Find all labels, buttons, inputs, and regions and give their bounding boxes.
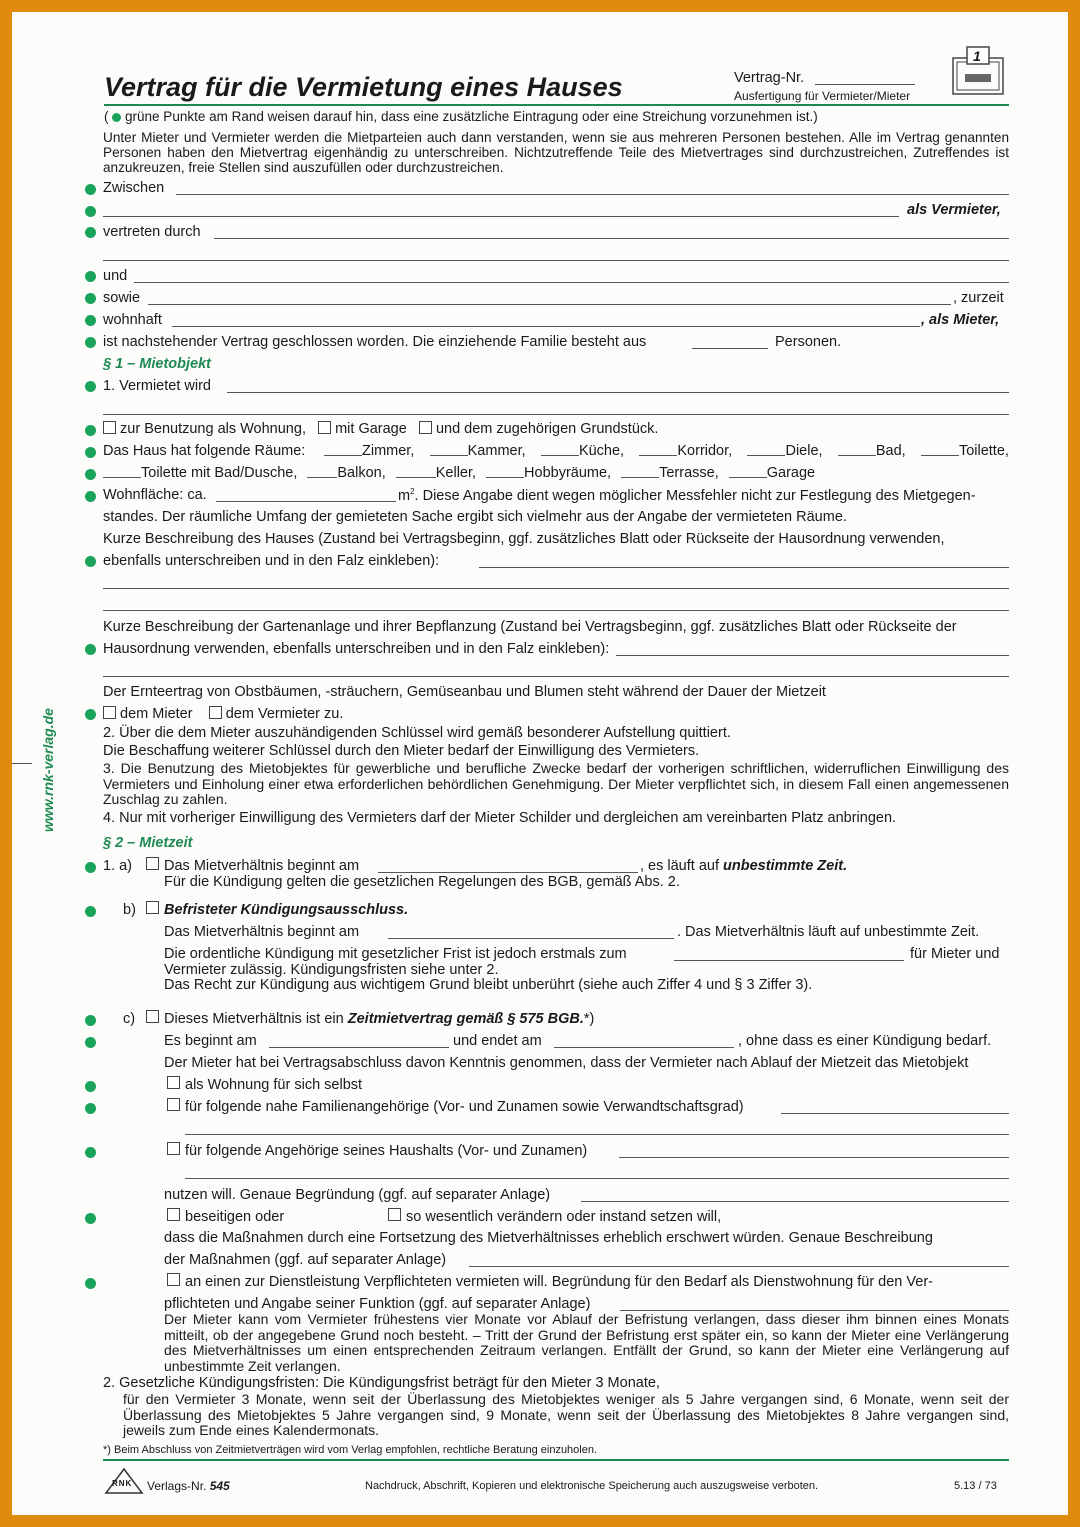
family-checkbox[interactable] [167,1098,180,1111]
option-b-start: Das Mietverhältnis beginnt am [164,924,360,940]
as-landlord-label: als Vermieter, [907,202,1001,218]
use-reason: nutzen will. Genaue Begründung (ggf. auf separater Anlage) [164,1187,551,1203]
option-a-line-2: Für die Kündigung gelten die gesetzlichen Regelungen des BGB, gemäß Abs. 2. [164,874,680,890]
fold-mark [12,763,32,764]
with-garage-checkbox[interactable] [318,421,331,434]
green-dot-icon [85,556,96,567]
commercial-use-text: 3. Die Benutzung des Mietobjektes für gewerbliche und berufliche Zwecke bedarf der vorherigen schriftlichen, widerruflichen Einwilligung des Vermieters und Einholung einer etwa erforderlichen behördlichen Genehmigung. Der Mieter verpflichtet sich, in diesem Fall einen angemessenen Zuschlag zu zahlen. [103,760,1009,807]
edition: 5.13 / 73 [954,1480,997,1492]
room-item: Küche, [541,443,624,459]
room-count-field[interactable] [838,455,876,456]
option-c-ends: und endet am [453,1033,542,1049]
section-2-heading: § 2 – Mietzeit [103,835,193,851]
service-label: an einen zur Dienstleistung Verpflichteten vermieten will. Begründung für den Bedarf als Dienstwohnung für den Ver- [185,1274,933,1290]
garden-desc-2: Hausordnung verwenden, ebenfalls unterschreiben und in den Falz einkleben): [103,641,610,657]
option-a-checkbox[interactable] [146,857,159,870]
room-item: Balkon, [307,465,385,481]
measures-text-2: der Maßnahmen (ggf. auf separater Anlage) [164,1252,447,1268]
concluded-text: ist nachstehender Vertrag geschlossen worden. Die einziehende Familie besteht aus [103,334,647,350]
harvest-text: Der Ernteertrag von Obstbäumen, -sträuchern, Gemüseanbau und Blumen steht während der Dauer der Mietzeit [103,684,826,700]
option-c-informed: Der Mieter hat bei Vertragsabschluss davon Kenntnis genommen, dass der Vermieter nach Ablauf der Mietzeit das Mietobjekt [164,1055,969,1071]
green-dot-icon [85,1147,96,1158]
to-tenant-label: dem Mieter [120,706,193,722]
option-b-first-field[interactable] [674,960,904,961]
house-desc-field[interactable] [479,567,1009,568]
room-count-field[interactable] [307,477,337,478]
green-dot-icon [85,469,96,480]
household-field-2[interactable] [185,1178,1009,1179]
to-landlord-checkbox[interactable] [209,706,222,719]
with-land-checkbox[interactable] [419,421,432,434]
option-b-unlimited: . Das Mietverhältnis läuft auf unbestimmte Zeit. [677,924,980,940]
copy-label: Ausfertigung für Vermieter/Mieter [734,89,911,103]
between-field[interactable] [176,194,1009,195]
room-item: Keller, [396,465,476,481]
change-label: so wesentlich verändern oder instand setzen will, [406,1209,722,1225]
option-b-right: Das Recht zur Kündigung aus wichtigem Grund bleibt unberührt (siehe auch Ziffer 4 und § 3 Ziffer 3). [164,977,813,993]
room-count-field[interactable] [621,477,659,478]
household-field[interactable] [619,1157,1009,1158]
keys-text: 2. Über die dem Mieter auszuhändigenden Schlüssel wird gemäß besonderer Aufstellung quittiert. [103,725,731,741]
between-label: Zwischen [103,180,165,196]
use-dwelling-checkbox[interactable] [103,421,116,434]
option-a-number: 1. a) [103,858,133,874]
room-count-field[interactable] [921,455,959,456]
house-desc-1: Kurze Beschreibung des Hauses (Zustand bei Vertragsbeginn, ggf. zusätzliches Blatt oder Rückseite der Hausordnung verwenden, [103,531,945,547]
green-dot-icon [85,862,96,873]
to-tenant-checkbox[interactable] [103,706,116,719]
option-c-text: Dieses Mietverhältnis ist ein Zeitmietvertrag gemäß § 575 BGB.*) [164,1011,595,1027]
area-label: Wohnfläche: ca. [103,487,207,503]
rented-label: 1. Vermietet wird [103,378,211,394]
rented-field[interactable] [227,392,1009,393]
room-count-field[interactable] [639,455,677,456]
green-dot-icon [85,1037,96,1048]
option-b-first: Die ordentliche Kündigung mit gesetzlicher Frist ist jedoch erstmals zum [164,946,627,962]
green-dot-icon [85,709,96,720]
note-paren: ( [104,109,109,124]
option-c-end-field[interactable] [554,1047,734,1048]
tenant-can-text: Der Mieter kann vom Vermieter frühestens vier Monate vor Ablauf der Befristung verlangen, dass dieser ihm binnen eines Monats mitteilt, ob der angegebene Grund noch besteht. – Tritt der Grund der Befristung erst später ein, so kann der Mieter eine Verlängerung des Mietverhältnisses um einen entsprechenden Zeitraum verlangen. Entfällt der Grund, so kann der Mieter eine Verlängerung auf unbestimmte Zeit verlangen. [164,1311,1009,1374]
rooms-row-1 [324,443,1009,459]
room-item: Korridor, [639,443,732,459]
service-checkbox[interactable] [167,1273,180,1286]
option-b-checkbox[interactable] [146,901,159,914]
area-field[interactable] [216,501,396,502]
garden-desc-field[interactable] [616,655,1009,656]
green-dot-icon [85,337,96,348]
use-dwelling-label: zur Benutzung als Wohnung, [120,421,306,437]
option-c-no-notice: , ohne dass es einer Kündigung bedarf. [738,1033,992,1049]
contract-page [12,12,1068,1515]
room-item: Toilette mit Bad/Dusche, [103,465,297,481]
green-dot-icon [85,1103,96,1114]
footnote: *) Beim Abschluss von Zeitmietverträgen wird vom Verlag empfohlen, rechtliche Beratung einzuholen. [103,1444,598,1456]
contract-no-label: Vertrag-Nr. [734,70,805,86]
household-checkbox[interactable] [167,1142,180,1155]
option-c-checkbox[interactable] [146,1010,159,1023]
area-text-2: standes. Der räumliche Umfang der gemieteten Sache ergibt sich vielmehr aus der Angabe der vermieteten Räume. [103,509,847,525]
house-desc-2: ebenfalls unterschreiben und in den Falz einkleben): [103,553,440,569]
option-c-begin-field[interactable] [269,1047,449,1048]
room-item: Garage [729,465,815,481]
page-title: Vertrag für die Vermietung eines Hauses [104,72,623,102]
room-item: Bad, [838,443,906,459]
option-c-begins: Es beginnt am [164,1033,257,1049]
contract-no-field[interactable] [815,84,915,85]
change-checkbox[interactable] [388,1208,401,1221]
rooms-intro: Das Haus hat folgende Räume: [103,443,306,459]
self-use-label: als Wohnung für sich selbst [185,1077,363,1093]
harvest-options [103,706,343,722]
use-options [103,421,658,437]
green-dot-icon [85,447,96,458]
header-rule [104,104,1009,106]
green-dot-icon [85,206,96,217]
tenant-field[interactable] [134,282,1009,283]
green-dot-icon [85,1278,96,1289]
option-a-text: Das Mietverhältnis beginnt am [164,858,360,874]
house-desc-field-3[interactable] [103,610,1009,611]
option-a-runs: , es läuft auf unbestimmte Zeit. [640,858,848,874]
persons-label: Personen. [775,334,842,350]
publisher-no: Verlags-Nr. 545 [147,1479,230,1493]
residing-field[interactable] [172,326,920,327]
family-field[interactable] [781,1113,1009,1114]
and-label: und [103,268,128,284]
rooms-row-2 [103,465,815,481]
option-b-title: Befristeter Kündigungsausschluss. [164,902,409,918]
room-count-field[interactable] [396,477,436,478]
landlord-field[interactable] [103,216,899,217]
service-label-2: pflichteten und Angabe seiner Funktion (ggf. auf separater Anlage) [164,1296,591,1312]
option-b-number: b) [123,902,136,918]
represented-by-label: vertreten durch [103,224,201,240]
family-label: für folgende nahe Familienangehörige (Vor- und Zunamen sowie Verwandtschaftsgrad) [185,1099,744,1115]
green-dot-icon [85,1081,96,1092]
rented-field-2[interactable] [103,414,1009,415]
room-item: Toilette, [921,443,1009,459]
green-dot-icon [85,271,96,282]
green-dot-icon [85,227,96,238]
room-item: Diele, [747,443,822,459]
remove-checkbox[interactable] [167,1208,180,1221]
green-dot-icon [112,113,121,122]
section-1-heading: § 1 – Mietobjekt [103,356,211,372]
room-item: Zimmer, [324,443,414,459]
green-dot-icon [85,1213,96,1224]
currently-label: , zurzeit [953,290,1004,306]
represented-by-field-2[interactable] [103,260,1009,261]
green-dot-icon [85,184,96,195]
room-count-field[interactable] [486,477,524,478]
room-count-field[interactable] [729,477,767,478]
option-b-for: für Mieter und [910,946,1000,962]
green-dot-icon [85,491,96,502]
as-well-label: sowie [103,290,141,306]
garden-desc-field-2[interactable] [103,676,1009,677]
signs-text: 4. Nur mit vorheriger Einwilligung des Vermieters darf der Mieter Schilder und dergleichen am vereinbarten Platz anbringen. [103,810,897,826]
option-c-number: c) [123,1011,136,1027]
to-landlord-label: dem Vermieter zu. [225,706,344,722]
option-a-start-field[interactable] [378,872,638,873]
green-dot-icon [85,644,96,655]
remove-label: beseitigen oder [185,1209,285,1225]
green-dot-note [104,109,818,124]
notice-periods: 2. Gesetzliche Kündigungsfristen: Die Kündigungsfrist beträgt für den Mieter 3 Monate, [103,1375,660,1391]
residing-label: wohnhaft [103,312,162,328]
area-unit: $m^2$. Diese Angabe dient wegen möglicher Messfehler nicht zur Festlegung des Mietgegen- [398,487,976,504]
option-b-start-field[interactable] [388,938,674,939]
house-desc-field-2[interactable] [103,588,1009,589]
with-garage-label: mit Garage [335,421,407,437]
use-reason-field[interactable] [581,1201,1009,1202]
form-number: 1 [973,48,981,64]
represented-by-field[interactable] [214,238,1009,239]
tenant-field-2[interactable] [148,304,951,305]
footer-rule [103,1459,1009,1461]
side-url: www.rnk-verlag.de [40,708,56,832]
green-dot-icon [85,315,96,326]
with-land-label: und dem zugehörigen Grundstück. [435,421,659,437]
room-item: Hobbyräume, [486,465,611,481]
form-icon [952,46,1004,96]
room-item: Kammer, [430,443,526,459]
copyright: Nachdruck, Abschrift, Kopieren und elektronische Speicherung auch auszugsweise verboten. [365,1480,819,1492]
keys-text-2: Die Beschaffung weiterer Schlüssel durch den Mieter bedarf der Einwilligung des Vermieters. [103,743,700,759]
garden-desc-1: Kurze Beschreibung der Gartenanlage und ihrer Bepflanzung (Zustand bei Vertragsbeginn, ggf. zusätzliches Blatt oder Rückseite der [103,619,957,635]
persons-field[interactable] [692,348,768,349]
note-text: grüne Punkte am Rand weisen darauf hin, dass eine zusätzliche Eintragung oder eine Streichung vorzunehmen ist.) [125,109,818,124]
measures-text: dass die Maßnahmen durch eine Fortsetzung des Mietverhältnisses erheblich erschwert würden. Genaue Beschreibung [164,1230,933,1246]
as-tenant-label: , als Mieter, [921,312,1000,328]
self-use-checkbox[interactable] [167,1076,180,1089]
room-count-field[interactable] [324,455,362,456]
green-dot-icon [85,381,96,392]
green-dot-icon [85,1015,96,1026]
room-count-field[interactable] [747,455,785,456]
green-dot-icon [85,906,96,917]
rnk-logo [104,1467,144,1495]
measures-field[interactable] [469,1266,1009,1267]
green-dot-icon [85,425,96,436]
option-b-permitted: Vermieter zulässig. Kündigungsfristen siehe unter 2. [164,962,499,978]
room-item: Terrasse, [621,465,719,481]
room-count-field[interactable] [541,455,579,456]
intro-text: Unter Mieter und Vermieter werden die Mietparteien auch dann verstanden, wenn sie aus mehreren Personen bestehen. Alle im Vertrag genannten Personen haben den Mietvertrag eigenhändig zu unterschreiben. Nichtzutreffende Teile des Mietvertrages sind durchzustreichen, Zutreffendes ist anzukreuzen, freie Stellen sind auszufüllen oder durchzustreichen. [103,130,1009,175]
logo-text: RNK [112,1479,133,1488]
room-count-field[interactable] [430,455,468,456]
family-field-2[interactable] [185,1134,1009,1135]
notice-periods-rest: für den Vermieter 3 Monate, wenn seit der Überlassung des Mietobjektes weniger als 5 Jahre vergangen sind, 6 Monate, wenn seit der Überlassung des Mietobjektes 5 Jahre vergangen sind, 9 Monate, wenn seit der Überlassung des Mietobjektes 8 Jahre vergangen sind, jeweils zum Ende eines Kalendermonats. [123,1391,1009,1438]
household-label: für folgende Angehörige seines Haushalts (Vor- und Zunamen) [185,1143,588,1159]
green-dot-icon [85,293,96,304]
room-count-field[interactable] [103,477,141,478]
